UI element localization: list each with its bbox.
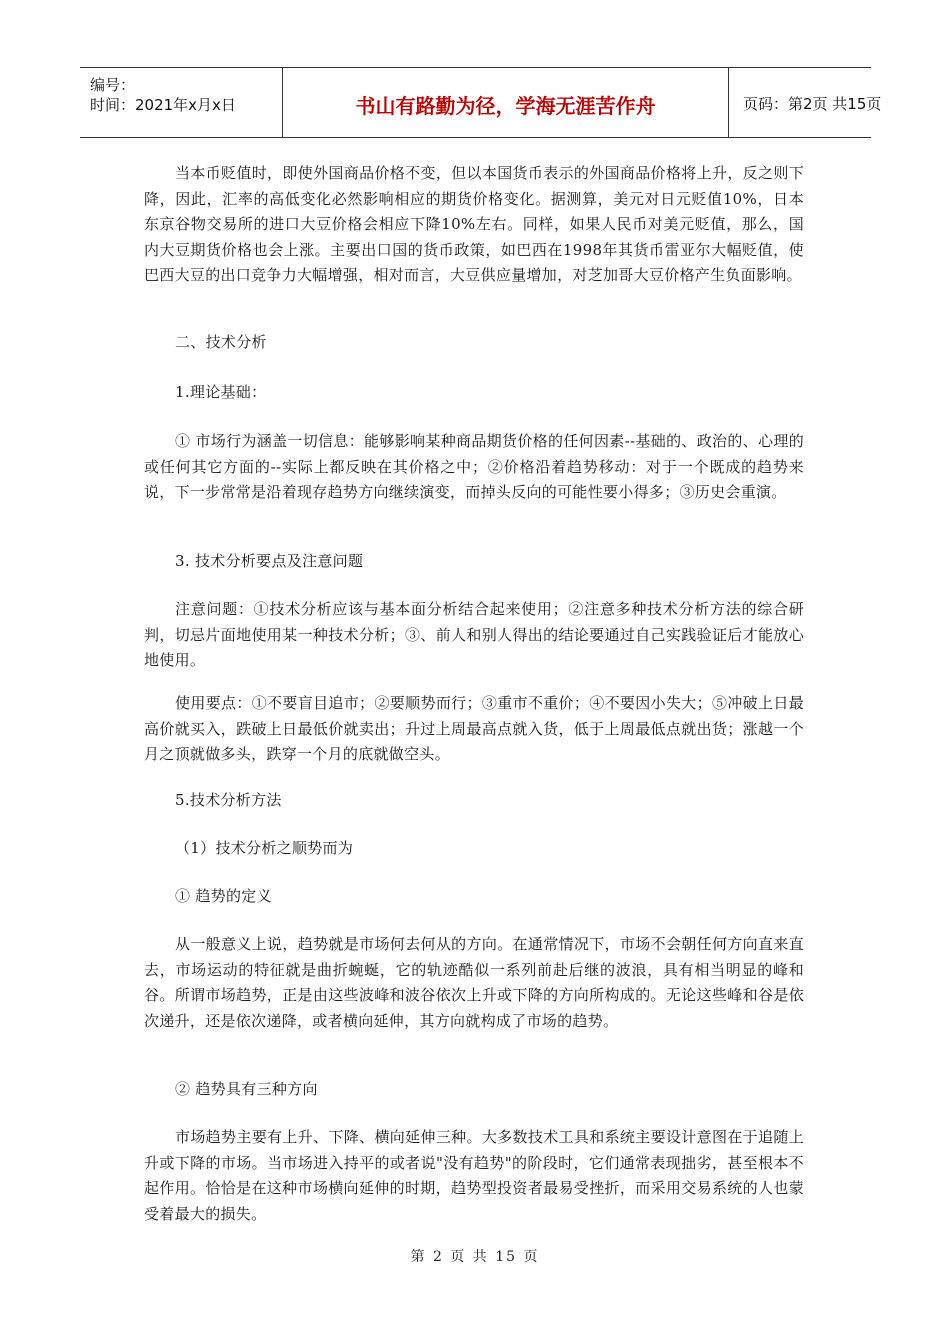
header-motto: 书山有路勤为径，学海无涯苦作舟 xyxy=(355,94,656,118)
paragraph-currency-impact: 当本币贬值时，即使外国商品价格不变，但以本国货币表示的外国商品价格将上升，反之则下降，因此，汇率的高低变化必然影响相应的期货价格变化。据测算，美元对日元贬值10%，日本东京谷物交易所的进口大豆价格会相应下降10%左右。同样，如果人民币对美元贬值，那么，国内大豆期货价格也会上涨。主要出口国的货币政策，如巴西在1998年其货币雷亚尔大幅贬值，使巴西大豆的出口竞争力大幅增强，相对而言，大豆供应量增加，对芝加哥大豆价格产生负面影响。 xyxy=(144,164,804,284)
subheading-follow-trend: （1）技术分析之顺势而为 xyxy=(175,839,354,857)
header-page-cell xyxy=(729,68,882,137)
header-page-number: 页码：第2页 共15页 xyxy=(743,95,882,113)
header-motto-cell xyxy=(283,68,729,137)
subheading-theory-basis: 1.理论基础： xyxy=(175,383,267,401)
page-header xyxy=(80,67,882,138)
paragraph-attention-issues: 注意问题：①技术分析应该与基本面分析结合起来使用；②注意多种技术分析方法的综合研判，切忌片面地使用某一种技术分析；③、前人和别人得出的结论要通过自己实践验证后才能放心地使用。 xyxy=(144,600,804,669)
paragraph-usage-points: 使用要点：①不要盲目追市；②要顺势而行；③重市不重价；④不要因小失大；⑤冲破上日最高价就买入，跌破上日最低价就卖出；升过上周最高点就入货，低于上周最低点就出货；涨越一个月之顶就做多头，跌穿一个月的底就做空头。 xyxy=(144,694,804,763)
subheading-key-points: 3. 技术分析要点及注意问题 xyxy=(175,552,364,570)
paragraph-theory-content: ① 市场行为涵盖一切信息：能够影响某种商品期货价格的任何因素--基础的、政治的、心理的或任何其它方面的--实际上都反映在其价格之中；②价格沿着趋势移动：对于一个既成的趋势来说，下一步常常是沿着现存趋势方向继续演变，而掉头反向的可能性要小得多；③历史会重演。 xyxy=(144,432,804,501)
subheading-trend-definition: ① 趋势的定义 xyxy=(175,887,272,905)
paragraph-trend-definition: 从一般意义上说，趋势就是市场何去何从的方向。在通常情况下，市场不会朝任何方向直来直去，市场运动的特征就是曲折蜿蜒，它的轨迹酷似一系列前赴后继的波浪，具有相当明显的峰和谷。所谓市场趋势，正是由这些波峰和波谷依次上升或下降的方向所构成的。无论这些峰和谷是依次递升，还是依次递降，或者横向延伸，其方向就构成了市场的趋势。 xyxy=(144,935,804,1030)
paragraph-three-directions: 市场趋势主要有上升、下降、横向延伸三种。大多数技术工具和系统主要设计意图在于追随上升或下降的市场。当市场进入持平的或者说"没有趋势"的阶段时，它们通常表现拙劣，甚至根本不起作用。恰恰是在这种市场横向延伸的时期，趋势型投资者最易受挫折，而采用交易系统的人也蒙受着最大的损失。 xyxy=(144,1128,804,1223)
document-number-label: 编号： xyxy=(90,76,136,94)
document-date-label: 时间：2021年x月x日 xyxy=(90,96,236,114)
page-footer: 第 2 页 共 15 页 xyxy=(410,1249,540,1265)
subheading-analysis-methods: 5.技术分析方法 xyxy=(175,791,282,809)
section-heading-technical-analysis: 二、技术分析 xyxy=(175,333,267,351)
subheading-three-directions: ② 趋势具有三种方向 xyxy=(175,1080,318,1098)
header-meta-cell xyxy=(80,68,283,137)
